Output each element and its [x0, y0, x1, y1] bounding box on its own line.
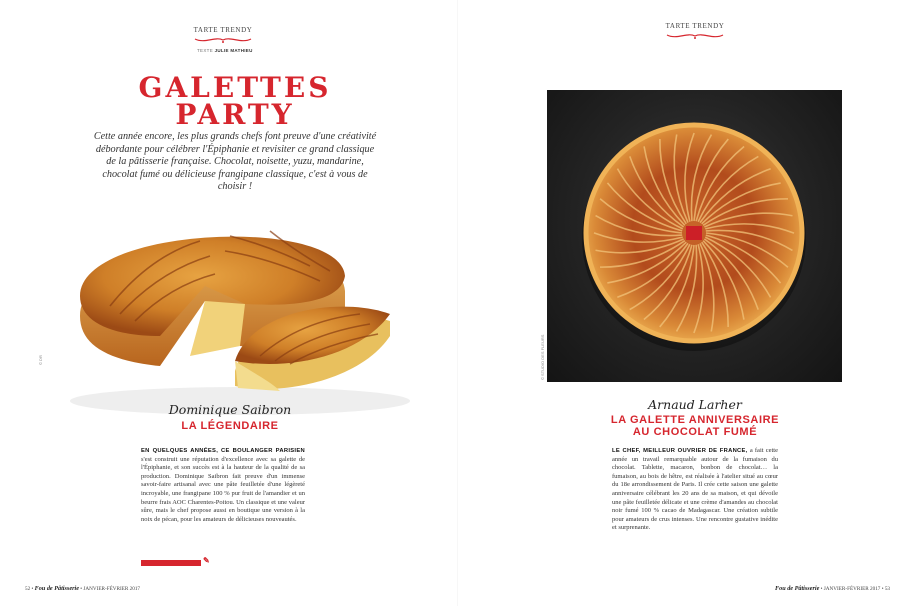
subtitle-line-2: AU CHOCOLAT FUMÉ	[632, 426, 758, 438]
folio-left: 52 • Fou de Pâtisserie • JANVIER-FÉVRIER 2017	[25, 585, 141, 592]
subtitle-legendaire: LA LÉGENDAIRE	[181, 420, 279, 432]
photo-credit-left: © DR	[38, 355, 43, 365]
body-copy-larher: a fait cette année un travail remarquable autour de la fumaison du chocolat. Tablette, macaron, bonbon de chocolat… la fumaison, au bois de hêtre, est réalisée à l'atelier situé au cœur du 18e arrondissement de Paris. Il crée cette saison une galette anniversaire célébrant les 20 ans de sa maison, et qui dévoile une pâte feuilletée délicate et une crème d'amandes au chocolat noir fumé 100 % cacao de Madagascar. Une création subtile pour amateurs de crus intenses. Une rencontre gustative inédite et surprenante.	[612, 447, 778, 532]
body-text-larher	[612, 447, 778, 533]
red-flourish-icon	[665, 32, 725, 40]
credit-prefix: TEXTE	[197, 48, 214, 53]
galette-top-view	[547, 90, 842, 382]
folio-page-left: 52	[25, 586, 31, 592]
chef-name-larher: Arnaud Larher	[648, 397, 742, 412]
folio-page-right: 53	[884, 586, 890, 592]
credit-author: JULIE MATHIEU	[214, 48, 253, 53]
author-credit	[197, 48, 253, 53]
page-headline	[120, 71, 350, 131]
end-mark-icon: ✎	[203, 556, 210, 565]
headline-line-1: GALETTES	[138, 71, 332, 104]
right-page	[458, 0, 915, 606]
body-copy-saibron: s'est construit une réputation d'excellence avec sa galette de l'Épiphanie, et son succès est à la hauteur de la qualité de sa production. Dominique Saibron fait preuve d'un immense savoir-faire artisanal avec une pâte feuilletée d'une légèreté incroyable, une frangipane 100 % pur fruit de l'amandier et un beurre frais AOC Charentes-Poitou. Un classique et une valeur sûre, mais le chef propose aussi en boutique une version à la noix de pécan, pour les amateurs de délicieuses nouveautés.	[141, 455, 305, 523]
folio-issue-left: JANVIER-FÉVRIER 2017	[83, 586, 141, 592]
section-tag	[178, 26, 268, 44]
red-flourish-icon	[193, 36, 253, 44]
folio-mag-right: Fou de Pâtisserie	[774, 585, 820, 592]
end-bar	[141, 560, 201, 566]
galette-photo-larher	[547, 90, 842, 382]
body-text-saibron	[141, 447, 305, 524]
body-lead-larher: LE CHEF, MEILLEUR OUVRIER DE FRANCE,	[612, 448, 748, 454]
folio-issue-right: JANVIER-FÉVRIER 2017	[823, 586, 881, 592]
subtitle-galette-anniversaire	[590, 414, 800, 438]
folio-right: Fou de Pâtisserie • JANVIER-FÉVRIER 2017 • 53	[774, 585, 890, 592]
chef-name-saibron: Dominique Saibron	[168, 402, 292, 417]
subtitle-line-1: LA GALETTE ANNIVERSAIRE	[610, 414, 780, 426]
body-lead-saibron: EN QUELQUES ANNÉES, CE BOULANGER PARISIEN	[141, 448, 305, 454]
galette-photo-saibron	[40, 196, 420, 421]
intro-paragraph: Cette année encore, les plus grands chefs font preuve d'une créativité débordante pour célébrer l'Épiphanie et revisiter ce grand classique de la pâtisserie française. Chocolat, noisette, yuzu, mandarine, chocolat fumé ou délicieuse frangipane classique, c'est à vous de choisir !	[93, 131, 377, 192]
section-tag-label-right: TARTE TRENDY	[665, 22, 725, 30]
section-tag-right	[650, 22, 740, 40]
headline-line-2: PARTY	[175, 98, 295, 131]
left-page	[0, 0, 457, 606]
folio-mag-left: Fou de Pâtisserie	[34, 585, 79, 592]
section-tag-label: TARTE TRENDY	[193, 26, 253, 34]
photo-credit-right: © STUDIO DES FLEURS	[540, 334, 545, 380]
